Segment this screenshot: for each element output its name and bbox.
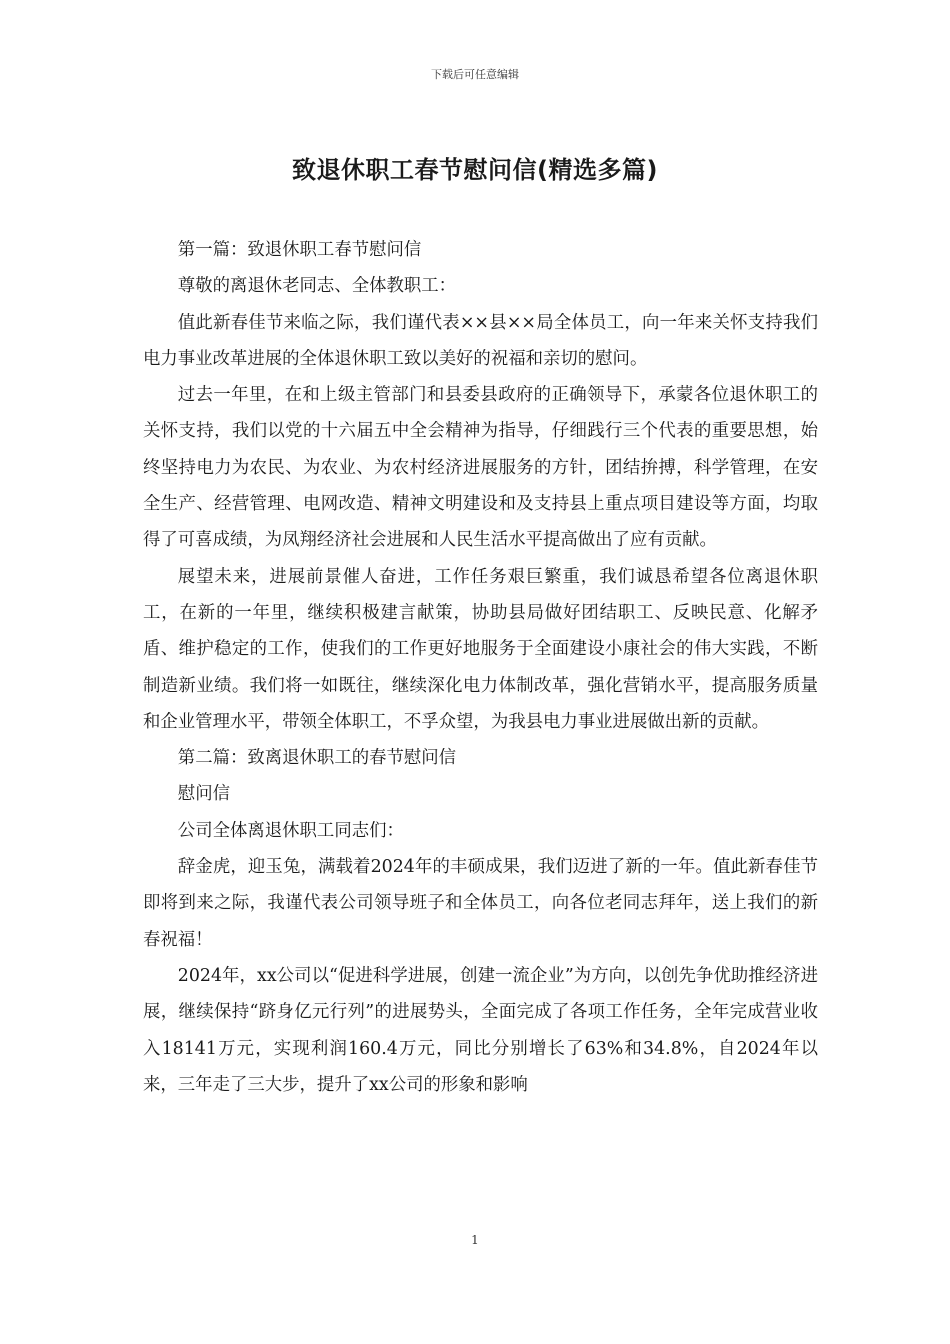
document-body [143,232,818,1103]
body-paragraph: 辞金虎，迎玉兔，满载着2024年的丰硕成果，我们迈进了新的一年。值此新春佳节即将到来之际，我谨代表公司领导班子和全体员工，向各位老同志拜年，送上我们的新春祝福！ [143,857,818,950]
page-header-note: 下载后可任意编辑 [431,68,519,81]
salutation-2: 公司全体离退休职工同志们： [177,820,404,841]
letter-label: 慰问信 [177,784,230,805]
body-paragraph: 值此新春佳节来临之际，我们谨代表××县××局全体员工，向一年来关怀支持我们电力事业改革进展的全体退休职工致以美好的祝福和亲切的慰问。 [143,312,818,369]
body-paragraph: 展望未来，进展前景催人奋进，工作任务艰巨繁重，我们诚恳希望各位离退休职工，在新的一年里，继续积极建言献策，协助县局做好团结职工、反映民意、化解矛盾、维护稳定的工作，使我们的工作更好地服务于全面建设小康社会的伟大实践，不断制造新业绩。我们将一如既往，继续深化电力体制改革，强化营销水平，提高服务质量和企业管理水平，带领全体职工，不孚众望，为我县电力事业进展做出新的贡献。 [143,566,818,732]
section-heading-1: 第一篇：致退休职工春节慰问信 [177,240,422,260]
body-paragraph: 2024年，xx公司以“促进科学进展，创建一流企业”为方向，以创先争优助推经济进展，继续保持“跻身亿元行列”的进展势头，全面完成了各项工作任务，全年完成营业收入18141万元，实现利润160.4万元，同比分别增长了63%和34.8%，自2024年以来，三年走了三大步，提升了xx公司的形象和影响 [143,965,818,1095]
page-number: 1 [471,1233,479,1247]
document-title: 致退休职工春节慰问信(精选多篇) [292,156,658,184]
section-heading-2: 第二篇：致离退休职工的春节慰问信 [177,748,457,769]
body-paragraph: 过去一年里，在和上级主管部门和县委县政府的正确领导下，承蒙各位退休职工的关怀支持，我们以党的十六届五中全会精神为指导，仔细践行三个代表的重要思想，始终坚持电力为农民、为农业、为农村经济进展服务的方针，团结拚搏，科学管理，在安全生产、经营管理、电网改造、精神文明建设和及支持县上重点项目建设等方面，均取得了可喜成绩，为凤翔经济社会进展和人民生活水平提高做出了应有贡献。 [143,385,818,551]
salutation-1: 尊敬的离退休老同志、全体教职工： [177,276,457,297]
